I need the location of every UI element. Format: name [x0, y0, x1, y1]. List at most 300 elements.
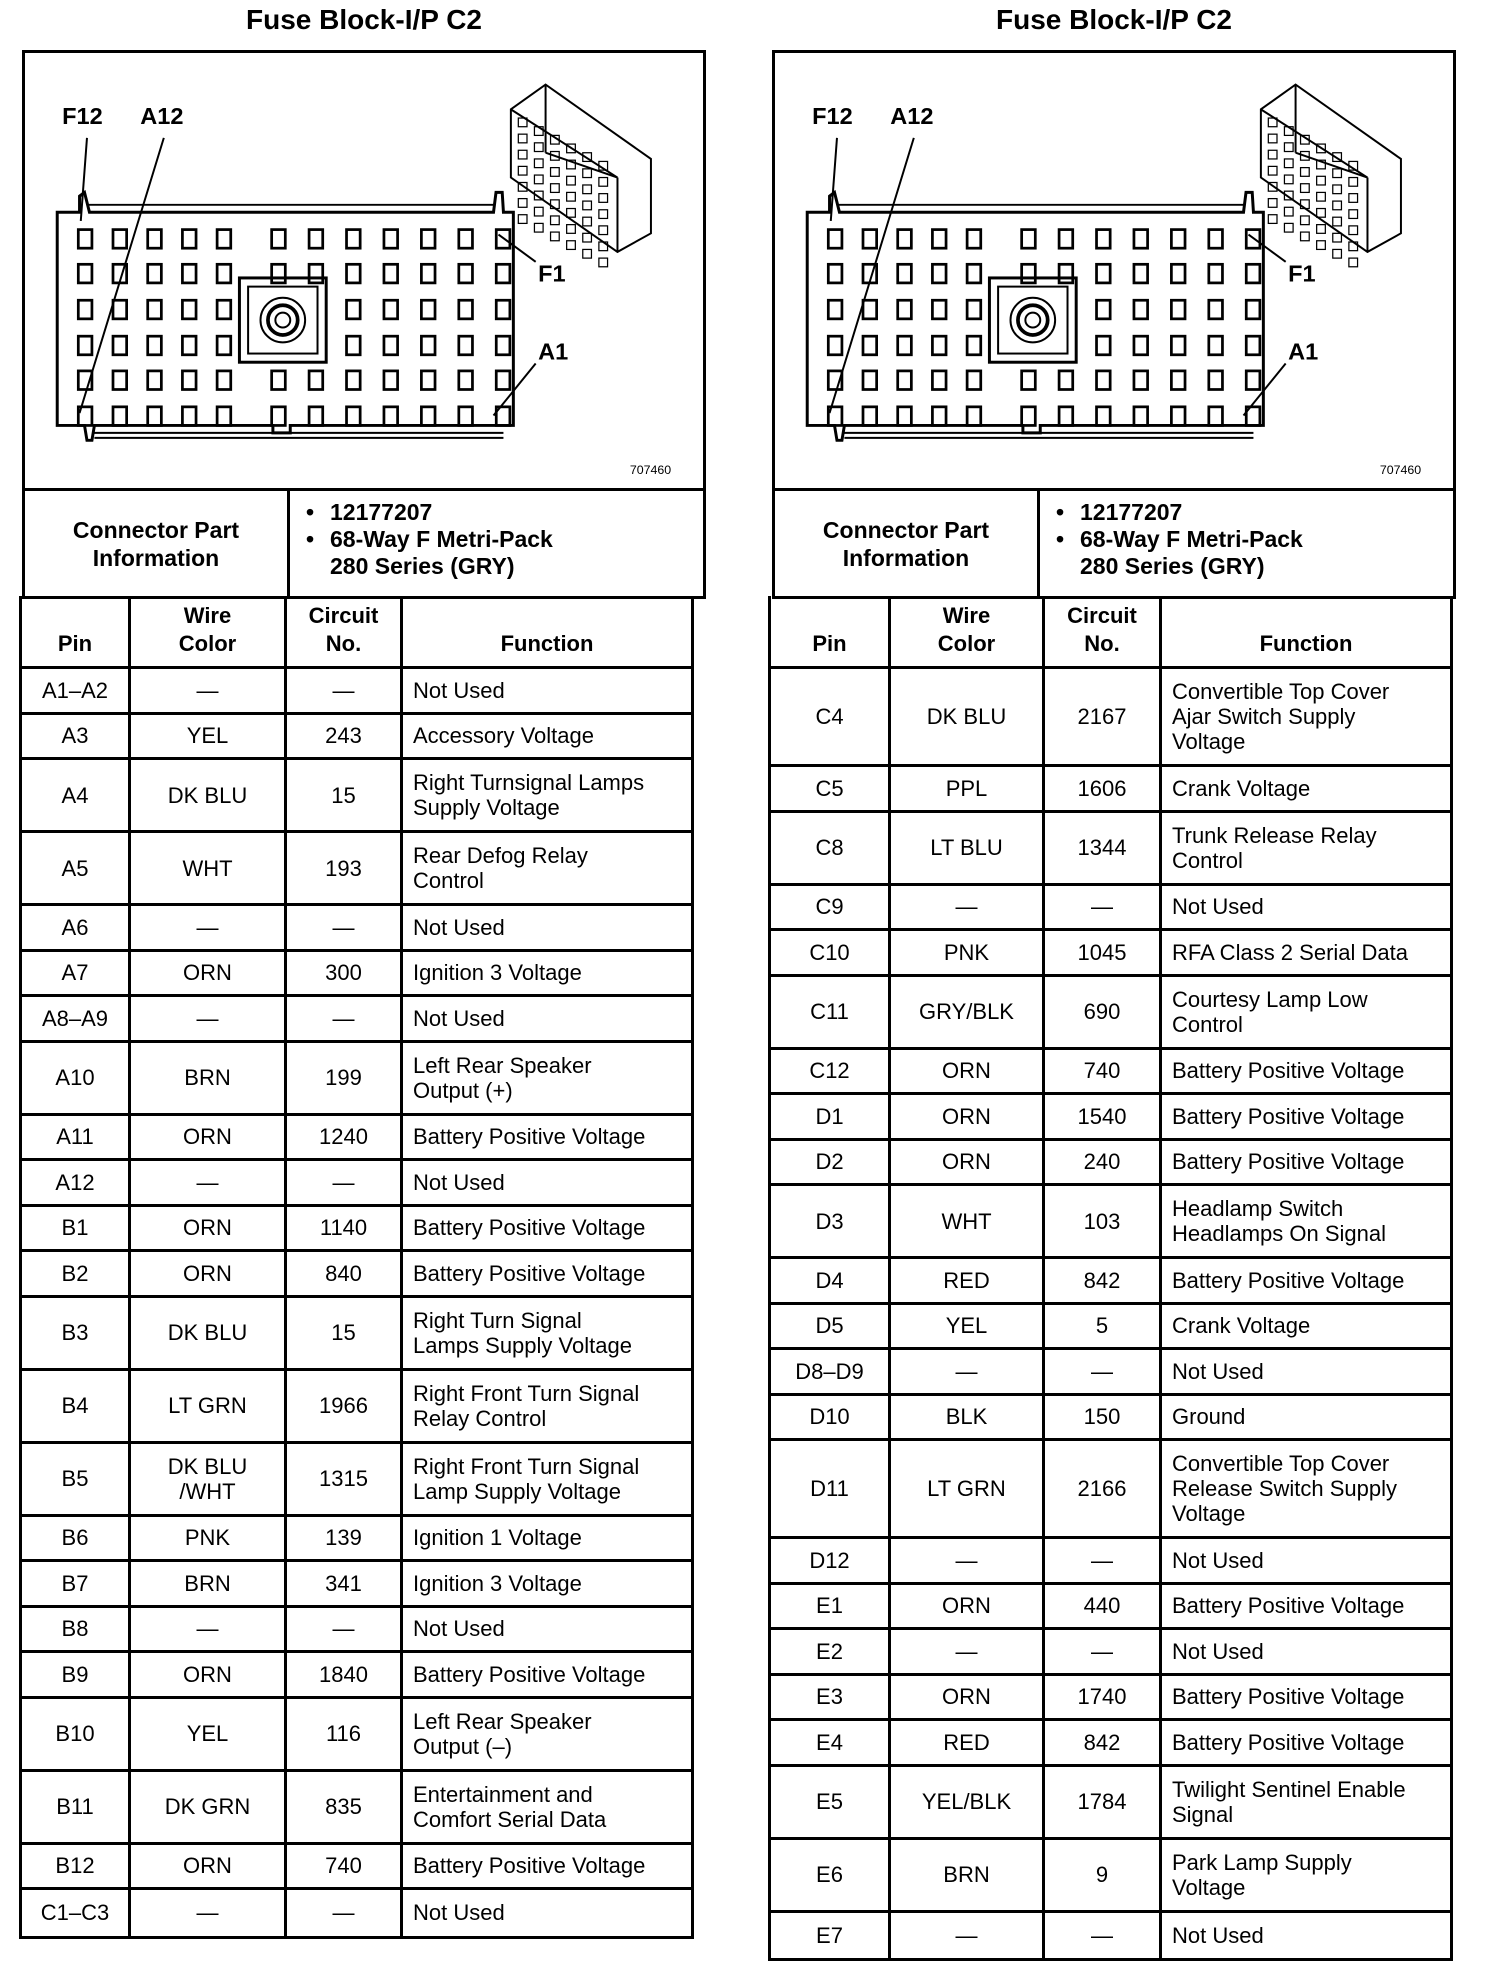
pin-cavity: [78, 264, 92, 283]
pin-cavity: [182, 300, 196, 319]
table-row: [22, 1699, 691, 1772]
table-row: [22, 760, 691, 833]
function-cell: Battery Positive Voltage: [1172, 1684, 1405, 1710]
pin-label-a1: A1: [538, 338, 569, 365]
wire-color-cell: —: [131, 1608, 287, 1651]
table-row: [22, 997, 691, 1043]
wire-color-cell: WHT: [131, 833, 287, 903]
pin-cavity: [1134, 230, 1148, 249]
wire-color-cell: ORN: [131, 1252, 287, 1295]
connector-3d-icon: [511, 85, 651, 267]
pin-cavity: [217, 300, 231, 319]
wire-color-cell: PNK: [891, 931, 1045, 974]
function-cell: Rear Defog Relay Control: [413, 843, 588, 893]
pin-cell: D8–D9: [771, 1350, 891, 1393]
pin-cavity: [182, 264, 196, 283]
circuit-number-cell: —: [287, 669, 403, 712]
table-row: [771, 977, 1450, 1050]
circuit-number-cell: 116: [287, 1699, 403, 1769]
wire-color-cell: PPL: [891, 767, 1045, 810]
circuit-number-cell: 842: [1045, 1721, 1162, 1764]
function-cell: Left Rear Speaker Output (+): [413, 1052, 592, 1103]
pin-cavity: [1059, 264, 1073, 283]
wire-color-cell: —: [131, 906, 287, 949]
pin-cavity: [421, 264, 435, 283]
pin-cell: A5: [22, 833, 131, 903]
header-circuit-number: Circuit No.: [287, 596, 403, 666]
pin-cavity: [272, 371, 286, 390]
circuit-number-cell: 5: [1045, 1305, 1162, 1348]
pin-cell: A12: [22, 1161, 131, 1204]
pin-cell: D11: [771, 1441, 891, 1536]
part-number: • 12177207: [330, 499, 703, 526]
pin-cell: E3: [771, 1676, 891, 1719]
pin-cavity: [459, 230, 473, 249]
pin-cavity: [309, 407, 323, 426]
pin-cavity: [384, 407, 398, 426]
pin-cavity: [217, 230, 231, 249]
part-number: • 12177207: [1080, 499, 1453, 526]
function-cell: Not Used: [413, 1005, 505, 1031]
wire-color-cell: RED: [891, 1259, 1045, 1302]
table-row: [22, 669, 691, 715]
pin-cavity: [347, 264, 361, 283]
circuit-number-cell: 341: [287, 1562, 403, 1605]
function-cell: Crank Voltage: [1172, 1313, 1311, 1339]
pin-cell: E5: [771, 1767, 891, 1837]
wire-color-cell: —: [891, 886, 1045, 929]
table-row: [771, 1050, 1450, 1096]
pin-cavity: [1209, 371, 1223, 390]
circuit-number-cell: 1140: [287, 1207, 403, 1250]
function-cell: Entertainment and Comfort Serial Data: [413, 1781, 607, 1832]
header-wire-color: Wire Color: [891, 596, 1045, 666]
pin-cavity: [898, 336, 912, 355]
pin-cavity: [182, 230, 196, 249]
pinout-table-left: [19, 596, 694, 1939]
pin-label-a12: A12: [140, 103, 184, 130]
wire-color-cell: ORN: [891, 1585, 1045, 1628]
circuit-number-cell: 2167: [1045, 669, 1162, 764]
pin-cavity: [898, 300, 912, 319]
pin-cavity: [1022, 264, 1036, 283]
pin-cavity: [932, 230, 946, 249]
function-cell: Battery Positive Voltage: [413, 1661, 646, 1687]
pin-cavity: [967, 264, 981, 283]
pin-cavity: [1022, 230, 1036, 249]
function-cell: Ignition 3 Voltage: [413, 1570, 582, 1596]
wire-color-cell: DK BLU: [891, 669, 1045, 764]
pin-cavity: [967, 371, 981, 390]
function-cell: Not Used: [413, 1616, 505, 1642]
pin-cavity: [78, 336, 92, 355]
pin-cavity: [421, 300, 435, 319]
wire-color-cell: ORN: [131, 1845, 287, 1888]
pin-cavity: [967, 336, 981, 355]
wire-color-cell: ORN: [131, 1653, 287, 1696]
pin-cell: A8–A9: [22, 997, 131, 1040]
table-row: [22, 833, 691, 906]
connector-part-label: Connector Part Information: [25, 491, 290, 596]
circuit-number-cell: —: [287, 1608, 403, 1651]
circuit-number-cell: 150: [1045, 1396, 1162, 1439]
circuit-number-cell: —: [1045, 1913, 1162, 1959]
circuit-number-cell: 1840: [287, 1653, 403, 1696]
circuit-number-cell: 1344: [1045, 813, 1162, 883]
wire-color-cell: ORN: [891, 1095, 1045, 1138]
function-cell: Battery Positive Voltage: [413, 1215, 646, 1241]
pin-label-f12: F12: [62, 103, 103, 130]
pin-cavity: [113, 407, 127, 426]
pin-cell: A11: [22, 1116, 131, 1159]
pin-cavity: [1171, 407, 1185, 426]
function-cell: Twilight Sentinel Enable Signal: [1172, 1776, 1406, 1827]
pin-cell: E6: [771, 1840, 891, 1910]
pin-cavity: [347, 336, 361, 355]
circuit-number-cell: 1740: [1045, 1676, 1162, 1719]
pin-cavity: [1059, 407, 1073, 426]
pin-cell: B2: [22, 1252, 131, 1295]
wire-color-cell: BRN: [891, 1840, 1045, 1910]
pin-cavity: [148, 300, 162, 319]
function-cell: Battery Positive Voltage: [1172, 1729, 1405, 1755]
circuit-number-cell: —: [287, 1161, 403, 1204]
pin-cell: C8: [771, 813, 891, 883]
pin-cavity: [1209, 300, 1223, 319]
pin-cell: B10: [22, 1699, 131, 1769]
pin-cell: B8: [22, 1608, 131, 1651]
function-cell: Headlamp Switch Headlamps On Signal: [1172, 1196, 1387, 1246]
pin-cavity: [863, 300, 877, 319]
table-row: [771, 886, 1450, 932]
pin-cell: B7: [22, 1562, 131, 1605]
pin-cavity: [1171, 336, 1185, 355]
pinout-table-right: [768, 596, 1453, 1961]
pin-cavity: [347, 300, 361, 319]
table-row: [22, 1252, 691, 1298]
pin-cell: C5: [771, 767, 891, 810]
function-cell: Battery Positive Voltage: [413, 1853, 646, 1879]
circuit-number-cell: 740: [1045, 1050, 1162, 1093]
circuit-number-cell: 1966: [287, 1371, 403, 1441]
header-pin: Pin: [771, 596, 891, 666]
pin-cavity: [459, 300, 473, 319]
function-cell: Not Used: [413, 1900, 505, 1926]
pin-cavity: [217, 407, 231, 426]
pin-cell: E2: [771, 1630, 891, 1673]
wire-color-cell: YEL: [131, 1699, 287, 1769]
circuit-number-cell: 9: [1045, 1840, 1162, 1910]
pin-cavity: [1246, 336, 1260, 355]
table-row: [771, 931, 1450, 977]
pin-cell: D5: [771, 1305, 891, 1348]
connector-part-info: [1040, 491, 1453, 596]
pin-cavity: [1246, 371, 1260, 390]
table-row: [771, 1721, 1450, 1767]
wire-color-cell: —: [131, 669, 287, 712]
function-cell: Convertible Top Cover Release Switch Supply Voltage: [1172, 1451, 1398, 1526]
pin-cavity: [1209, 230, 1223, 249]
pin-cavity: [1097, 371, 1111, 390]
table-row: [771, 1141, 1450, 1187]
pin-cavity: [1097, 407, 1111, 426]
pin-cell: C1–C3: [22, 1890, 131, 1936]
function-cell: Courtesy Lamp Low Control: [1172, 986, 1368, 1037]
pin-cell: A6: [22, 906, 131, 949]
pin-cavity: [272, 230, 286, 249]
function-cell: Not Used: [413, 677, 505, 703]
function-cell: Not Used: [1172, 1922, 1264, 1948]
table-row: [22, 1653, 691, 1699]
header-function: Function: [500, 631, 594, 656]
pin-cavity: [1246, 300, 1260, 319]
pin-cavity: [78, 230, 92, 249]
pin-cell: D2: [771, 1141, 891, 1184]
pin-cavity: [932, 264, 946, 283]
pin-cell: C4: [771, 669, 891, 764]
pin-cell: D1: [771, 1095, 891, 1138]
pin-cell: A4: [22, 760, 131, 830]
circuit-number-cell: —: [287, 997, 403, 1040]
pin-cell: D10: [771, 1396, 891, 1439]
pin-cavity: [347, 407, 361, 426]
pin-cavity: [272, 264, 286, 283]
function-cell: Park Lamp Supply Voltage: [1172, 1849, 1352, 1900]
wire-color-cell: —: [891, 1630, 1045, 1673]
function-cell: Battery Positive Voltage: [1172, 1593, 1405, 1619]
circuit-number-cell: 243: [287, 715, 403, 758]
pin-cavity: [967, 300, 981, 319]
wire-color-cell: —: [891, 1350, 1045, 1393]
table-row: [22, 1772, 691, 1845]
wire-color-cell: WHT: [891, 1186, 1045, 1256]
pin-cell: E4: [771, 1721, 891, 1764]
table-header: [22, 596, 691, 669]
pin-cavity: [496, 264, 510, 283]
pin-cavity: [1059, 230, 1073, 249]
pin-cavity: [863, 336, 877, 355]
circuit-number-cell: —: [287, 906, 403, 949]
pin-cell: A3: [22, 715, 131, 758]
function-cell: Battery Positive Voltage: [413, 1260, 646, 1286]
pin-cell: C12: [771, 1050, 891, 1093]
pin-cell: D12: [771, 1539, 891, 1582]
circuit-number-cell: —: [1045, 1630, 1162, 1673]
table-header: [771, 596, 1450, 669]
table-row: [22, 1161, 691, 1207]
pin-cavity: [309, 264, 323, 283]
wire-color-cell: ORN: [891, 1676, 1045, 1719]
pin-cell: B12: [22, 1845, 131, 1888]
pin-cell: B5: [22, 1444, 131, 1514]
table-row: [22, 1608, 691, 1654]
table-row: [22, 1517, 691, 1563]
pin-cavity: [932, 336, 946, 355]
panel-title: Fuse Block-I/P C2: [995, 4, 1232, 35]
pin-cavity: [1246, 264, 1260, 283]
wire-color-cell: ORN: [131, 952, 287, 995]
pin-cavity: [78, 300, 92, 319]
function-cell: Right Turnsignal Lamps Supply Voltage: [413, 770, 645, 820]
function-cell: Left Rear Speaker Output (–): [413, 1708, 592, 1759]
connector-part-label: Connector Part Information: [775, 491, 1040, 596]
wire-color-cell: YEL/BLK: [891, 1767, 1045, 1837]
pin-cavity: [309, 371, 323, 390]
pin-cavity: [421, 336, 435, 355]
header-pin: Pin: [22, 596, 131, 666]
wire-color-cell: —: [131, 1161, 287, 1204]
function-cell: Right Front Turn Signal Lamp Supply Voltage: [413, 1453, 640, 1504]
header-function: Function: [1259, 631, 1353, 656]
pin-cavity: [1134, 336, 1148, 355]
pin-cavity: [932, 300, 946, 319]
pin-cell: B4: [22, 1371, 131, 1441]
connector-diagram: [775, 53, 1453, 491]
pin-cavity: [496, 300, 510, 319]
pin-cavity: [898, 230, 912, 249]
function-cell: Ignition 3 Voltage: [413, 960, 582, 986]
pin-cavity: [217, 336, 231, 355]
circuit-number-cell: 139: [287, 1517, 403, 1560]
function-cell: Not Used: [1172, 1547, 1264, 1573]
pin-cavity: [1022, 371, 1036, 390]
pin-cavity: [148, 371, 162, 390]
wire-color-cell: GRY/BLK: [891, 977, 1045, 1047]
pin-cavity: [1171, 371, 1185, 390]
function-cell: Battery Positive Voltage: [1172, 1103, 1405, 1129]
pin-cell: B3: [22, 1298, 131, 1368]
circuit-number-cell: 103: [1045, 1186, 1162, 1256]
pin-cell: A10: [22, 1043, 131, 1113]
function-cell: Battery Positive Voltage: [1172, 1267, 1405, 1293]
function-cell: Ignition 1 Voltage: [413, 1525, 582, 1551]
pin-cell: D3: [771, 1186, 891, 1256]
wire-color-cell: DK BLU /WHT: [131, 1444, 287, 1514]
pin-cavity: [148, 230, 162, 249]
pin-cavity: [932, 407, 946, 426]
wire-color-cell: YEL: [131, 715, 287, 758]
table-row: [771, 1396, 1450, 1442]
wire-color-cell: ORN: [891, 1141, 1045, 1184]
connector-panel-left: [22, 50, 706, 599]
pin-cell: C10: [771, 931, 891, 974]
pin-cavity: [828, 230, 842, 249]
circuit-number-cell: 1240: [287, 1116, 403, 1159]
pin-cell: E7: [771, 1913, 891, 1959]
pin-cavity: [459, 371, 473, 390]
table-row: [771, 1913, 1450, 1959]
connector-diagram: [25, 53, 703, 491]
pin-cavity: [1209, 336, 1223, 355]
connector-face: [807, 192, 1263, 440]
circuit-number-cell: 15: [287, 1298, 403, 1368]
table-row: [22, 715, 691, 761]
table-row: [771, 1539, 1450, 1585]
function-cell: Not Used: [413, 914, 505, 940]
circuit-number-cell: —: [1045, 886, 1162, 929]
pin-cavity: [384, 300, 398, 319]
pin-cell: C11: [771, 977, 891, 1047]
wire-color-cell: LT GRN: [891, 1441, 1045, 1536]
circuit-number-cell: 842: [1045, 1259, 1162, 1302]
pin-cavity: [182, 336, 196, 355]
pin-cavity: [182, 371, 196, 390]
pin-cell: C9: [771, 886, 891, 929]
pin-cavity: [384, 371, 398, 390]
pin-cavity: [496, 371, 510, 390]
wire-color-cell: ORN: [131, 1116, 287, 1159]
function-cell: RFA Class 2 Serial Data: [1172, 939, 1408, 965]
table-row: [771, 1441, 1450, 1539]
wire-color-cell: BRN: [131, 1562, 287, 1605]
header-wire-color: Wire Color: [131, 596, 287, 666]
pin-cell: A1–A2: [22, 669, 131, 712]
pin-cavity: [217, 371, 231, 390]
pin-cavity: [459, 336, 473, 355]
table-row: [771, 1305, 1450, 1351]
header-circuit-number: Circuit No.: [1045, 596, 1162, 666]
function-cell: Trunk Release Relay Control: [1172, 822, 1377, 873]
pin-cavity: [217, 264, 231, 283]
table-row: [22, 1845, 691, 1891]
circuit-number-cell: —: [1045, 1539, 1162, 1582]
pin-cavity: [459, 264, 473, 283]
table-row: [771, 1095, 1450, 1141]
pin-cavity: [384, 336, 398, 355]
table-row: [771, 813, 1450, 886]
circuit-number-cell: 240: [1045, 1141, 1162, 1184]
pin-cavity: [272, 407, 286, 426]
pin-cavity: [828, 264, 842, 283]
wire-color-cell: —: [891, 1539, 1045, 1582]
function-cell: Battery Positive Voltage: [1172, 1058, 1405, 1084]
function-cell: Accessory Voltage: [413, 723, 594, 749]
function-cell: Battery Positive Voltage: [413, 1124, 646, 1150]
pin-cavity: [1171, 264, 1185, 283]
pin-cavity: [1022, 407, 1036, 426]
pin-label-a12: A12: [890, 103, 934, 130]
function-cell: Battery Positive Voltage: [1172, 1149, 1405, 1175]
wire-color-cell: ORN: [131, 1207, 287, 1250]
pin-cavity: [113, 336, 127, 355]
function-cell: Not Used: [1172, 1638, 1264, 1664]
function-cell: Ground: [1172, 1404, 1246, 1430]
circuit-number-cell: 199: [287, 1043, 403, 1113]
table-row: [22, 1116, 691, 1162]
pin-cavity: [828, 336, 842, 355]
table-row: [771, 669, 1450, 767]
pin-cavity: [898, 264, 912, 283]
table-row: [771, 1585, 1450, 1631]
pin-cavity: [863, 230, 877, 249]
table-row: [22, 1444, 691, 1517]
circuit-number-cell: 835: [287, 1772, 403, 1842]
wire-color-cell: RED: [891, 1721, 1045, 1764]
pin-cavity: [113, 300, 127, 319]
table-row: [771, 1259, 1450, 1305]
wire-color-cell: LT GRN: [131, 1371, 287, 1441]
connector-panel-right: [772, 50, 1456, 599]
pin-cavity: [1097, 300, 1111, 319]
panel-title: Fuse Block-I/P C2: [245, 4, 482, 35]
pin-cavity: [421, 371, 435, 390]
pin-cavity: [496, 336, 510, 355]
circuit-number-cell: 2166: [1045, 1441, 1162, 1536]
circuit-number-cell: 1315: [287, 1444, 403, 1514]
table-row: [771, 1840, 1450, 1913]
pin-cell: A7: [22, 952, 131, 995]
pin-cavity: [863, 407, 877, 426]
